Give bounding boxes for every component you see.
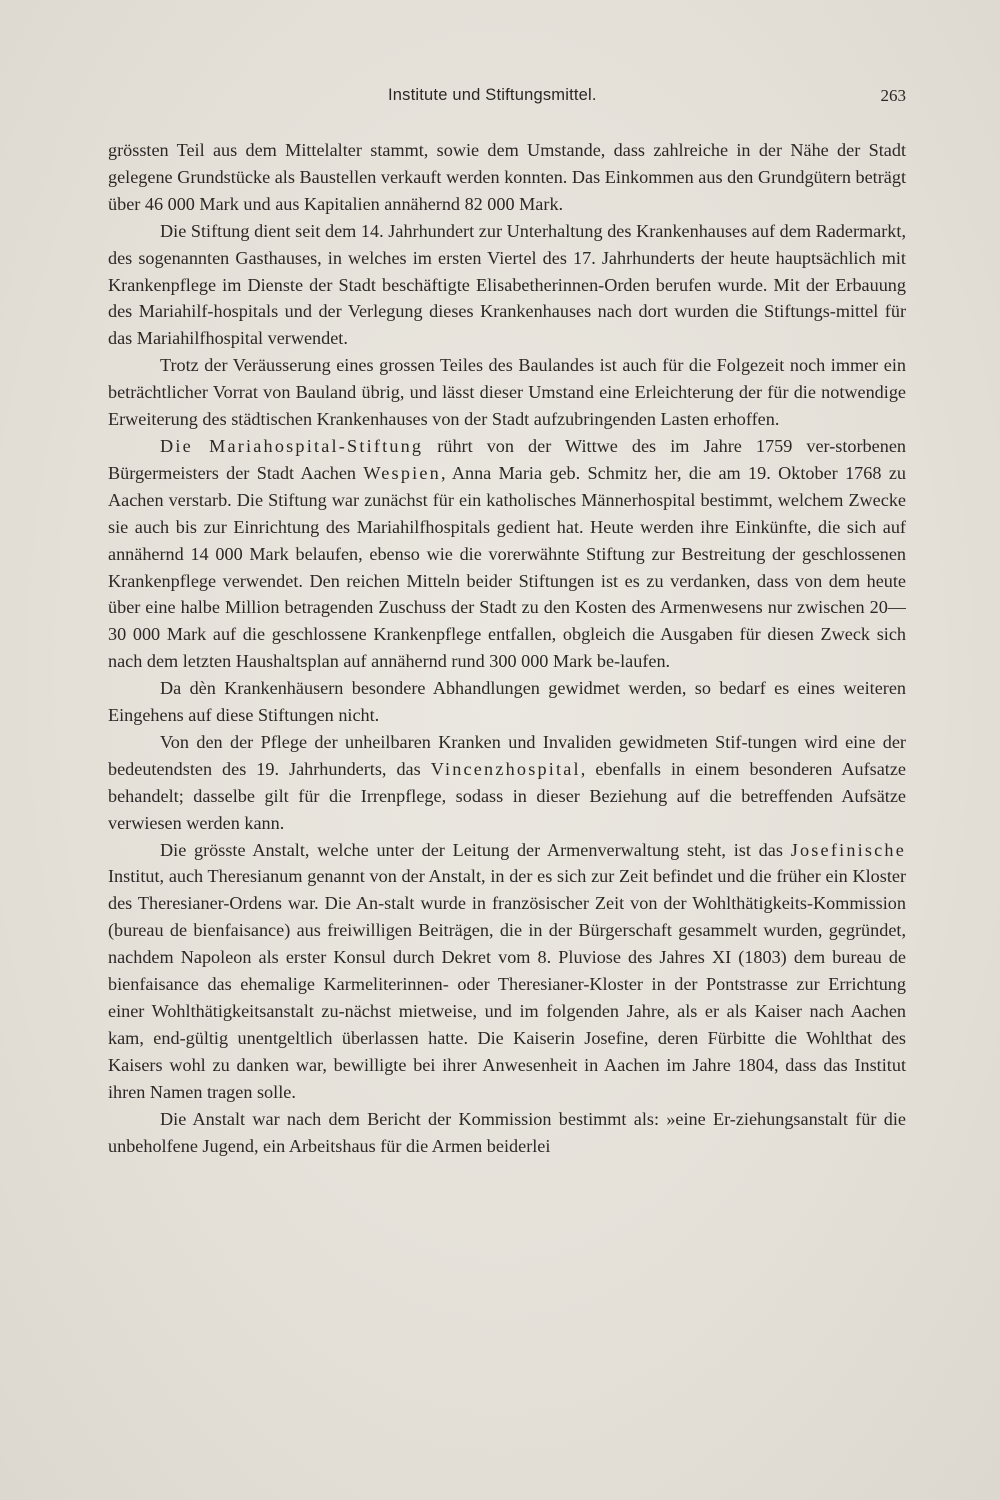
page-header (108, 86, 906, 114)
spaced-term: Die Mariahospital-Stiftung (160, 435, 424, 456)
paragraph-text: , Anna Maria geb. Schmitz her, die am 19. Oktober 1768 zu Aachen verstarb. Die Stiftung war zunächst für ein katholisches Männerhospital bestimmt, welchem Zwecke sie auch bis zur Einrichtung des Mariahilfhospitals gedient hat. Heute werden ihre Einkünfte, die sich auf annähernd 14 000 Mark belaufen, ebenso wie die vorerwähnte Stiftung zur Bestreitung der geschlossenen Krankenpflege verwendet. Den reichen Mitteln beider Stiftungen ist es zu verdanken, dass von dem heute über eine halbe Million betragenden Zuschuss der Stadt zu den Kosten des Armenwesens nur zwischen 20—30 000 Mark auf die geschlossene Krankenpflege entfallen, obgleich die Ausgaben für diesen Zweck sich nach dem letzten Haushaltsplan auf annähernd rund 300 000 Mark be-laufen. (108, 462, 906, 672)
paragraph-text: rührt von der Wittwe des im Jahre 1759 ver-storbenen Bürgermeisters der Stadt Aachen (108, 435, 906, 483)
paragraph-text: , ebenfalls in einem besonderen Aufsatze behandelt; dasselbe gilt für die Irrenpflege, sodass in dieser Beziehung auf die betreffenden Aufsätze verwiesen werden kann. (108, 758, 906, 833)
spaced-name: Vincenzhospital (430, 758, 581, 779)
paragraph-text: Trotz der Veräusserung eines grossen Teiles des Baulandes ist auch für die Folgezeit noch immer ein beträchtlicher Vorrat von Bauland übrig, und lässt dieser Umstand eine Erleichterung der für die notwendige Erweiterung des städtischen Krankenhauses von der Stadt aufzubringenden Lasten erhoffen. (108, 355, 906, 430)
body-text (108, 137, 906, 1159)
paragraph (108, 218, 906, 353)
paragraph-text: Die grösste Anstalt, welche unter der Leitung der Armenverwaltung steht, ist das (160, 839, 791, 860)
paragraph (108, 352, 906, 433)
paragraph-text: Die Anstalt war nach dem Bericht der Kommission bestimmt als: »eine Er-ziehungsanstalt für die unbeholfene Jugend, ein Arbeitshaus für die Armen beiderlei (108, 1108, 906, 1156)
paragraph (108, 433, 906, 675)
paragraph-text: Institut, auch Theresianum genannt von der Anstalt, in der es sich zur Zeit befindet und die früher ein Kloster des Theresianer-Ordens war. Die An-stalt wurde in französischer Zeit von der Wohlthätigkeits-Kommission (bureau de bienfaisance) aus freiwilligen Beiträgen, die in der Bürgerschaft gesammelt wurden, gegründet, nachdem Napoleon als erster Konsul durch Dekret vom 8. Pluviose des Jahres XI (1803) dem bureau de bienfaisance das ehemalige Karmeliterinnen- oder Theresianer-Kloster in der Pontstrasse zur Errichtung einer Wohlthätigkeitsanstalt zu-nächst mietweise, und im folgenden Jahre, als er als Kaiser nach Aachen kam, end-gültig unentgeltlich überlassen hatte. Die Kaiserin Josefine, deren Fürbitte die Wohlthat des Kaisers wohl zu danken war, bewilligte bei ihrer Anwesenheit in Aachen im Jahre 1804, dass das Institut ihren Namen tragen solle. (108, 866, 906, 1102)
paragraph (108, 729, 906, 837)
paragraph-text: Die Stiftung dient seit dem 14. Jahrhundert zur Unterhaltung des Krankenhauses auf dem Radermarkt, des sogenannten Gasthauses, in welches im ersten Viertel des 17. Jahrhunderts der heute hauptsächlich mit Krankenpflege im Dienste der Stadt beschäftigte Elisabetherinnen-Orden berufen wurde. Mit der Erbauung des Mariahilf-hospitals und der Verlegung dieses Krankenhauses nach dort wurden die Stiftungs-mittel für das Mariahilfhospital verwendet. (108, 220, 906, 349)
paragraph-text: Da dèn Krankenhäusern besondere Abhandlungen gewidmet werden, so bedarf es eines weiteren Eingehens auf diese Stiftungen nicht. (108, 678, 906, 726)
paragraph (108, 675, 906, 729)
running-title: Institute und Stiftungsmittel. (388, 86, 597, 104)
spaced-name: Wespien (363, 462, 441, 483)
paragraph (108, 837, 906, 1106)
paragraph-text: grössten Teil aus dem Mittelalter stammt, sowie dem Umstande, dass zahlreiche in der Nähe der Stadt gelegene Grundstücke als Baustellen verkauft werden konnten. Das Einkommen aus den Grundgütern beträgt über 46 000 Mark und aus Kapitalien annähernd 82 000 Mark. (108, 140, 906, 214)
page-number: 263 (880, 86, 906, 105)
paragraph (108, 137, 906, 218)
spaced-name: Josefinische (790, 839, 906, 860)
paragraph (108, 1106, 906, 1160)
paragraph-text: Von den der Pflege der unheilbaren Kranken und Invaliden gewidmeten Stif-tungen wird eine der bedeutendsten des 19. Jahrhunderts, das (108, 731, 906, 779)
